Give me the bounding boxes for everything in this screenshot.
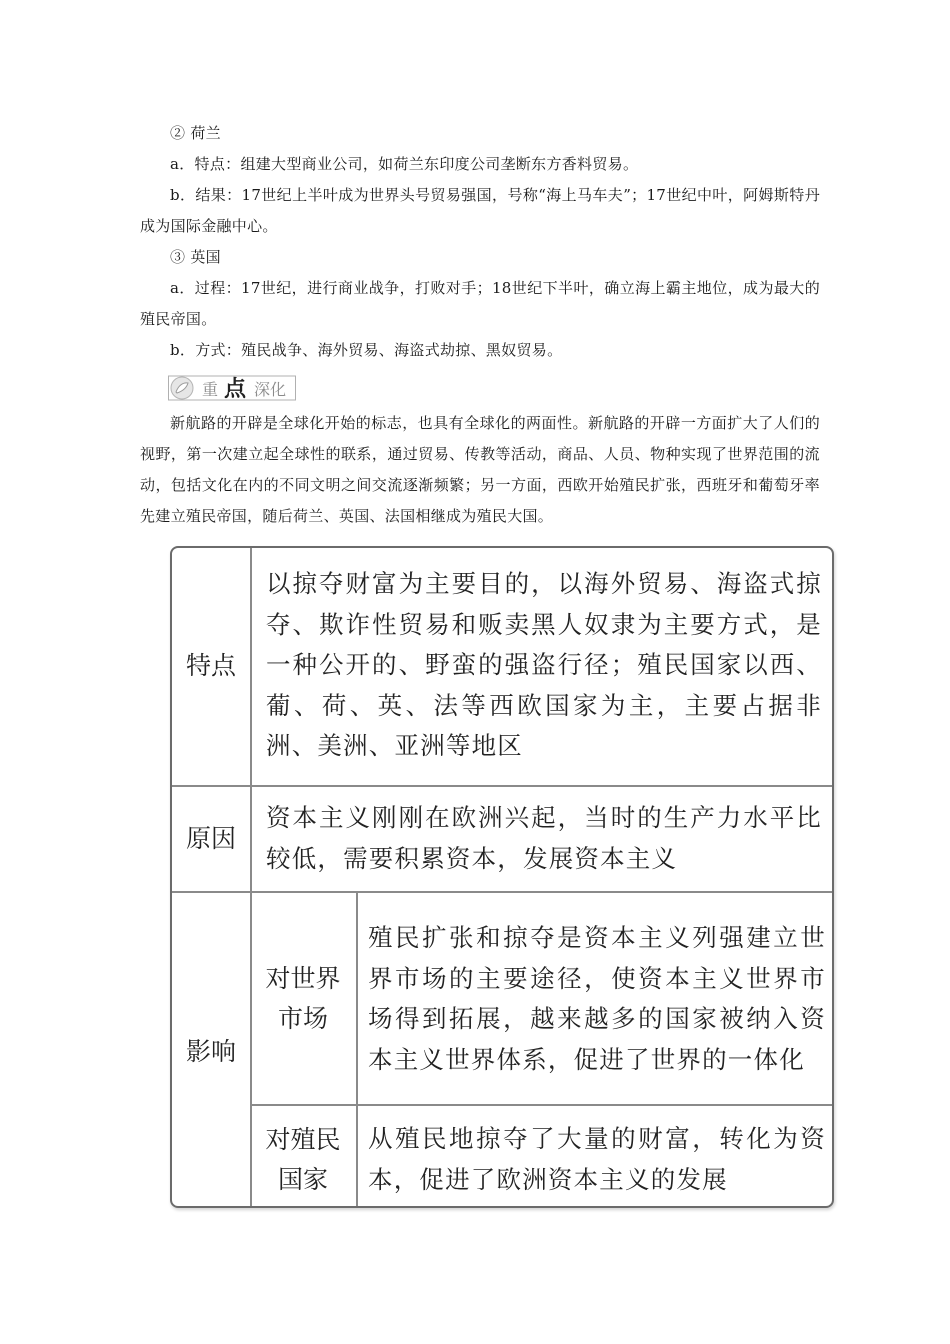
impact-label: 影响	[185, 1037, 236, 1066]
key-point-badge	[168, 374, 296, 402]
grid-line	[251, 1104, 834, 1106]
britain-methods: b．方式：殖民战争、海外贸易、海盗式劫掠、黑奴贸易。	[170, 341, 563, 359]
features-text: 以掠夺财富为主要目的，以海外贸易、海盗式掠夺、欺诈性贸易和贩卖黑人奴隶为主要方式，是一种公开的、野蛮的强盗行径；殖民国家以西、葡、荷、英、法等西欧国家为主，主要占据非洲、美洲、亚洲等地区	[266, 569, 822, 761]
impact-colonial-text: 从殖民地掠夺了大量的财富，转化为资本，促进了欧洲资本主义的发展	[368, 1124, 826, 1194]
heading-britain: ③ 英国	[170, 248, 221, 266]
impact-world-label: 对世界市场	[265, 964, 341, 1033]
grid-line	[356, 892, 358, 1208]
document-body	[140, 118, 820, 532]
netherlands-results: b．结果：17世纪上半叶成为世界头号贸易强国，号称“海上马车夫”；17世纪中叶，阿姆斯特丹成为国际金融中心。	[140, 186, 820, 235]
badge-char-shenhua: 深化	[254, 380, 287, 399]
impact-colonial-label: 对殖民国家	[265, 1125, 341, 1194]
netherlands-features: a．特点：组建大型商业公司，如荷兰东印度公司垄断东方香料贸易。	[170, 155, 639, 173]
grid-line	[172, 785, 834, 787]
reason-text: 资本主义刚刚在欧洲兴起，当时的生产力水平比较低，需要积累资本，发展资本主义	[266, 803, 822, 873]
heading-netherlands: ② 荷兰	[170, 124, 221, 142]
colonial-expansion-table	[170, 546, 834, 1208]
impact-world-text: 殖民扩张和掠夺是资本主义列强建立世界市场的主要途径，使资本主义世界市场得到拓展，越来越多的国家被纳入资本主义世界体系，促进了世界的一体化	[368, 923, 826, 1074]
grid-line	[250, 548, 252, 1208]
summary-paragraph: 新航路的开辟是全球化开始的标志，也具有全球化的两面性。新航路的开辟一方面扩大了人们的视野，第一次建立起全球性的联系，通过贸易、传教等活动，商品、人员、物种实现了世界范围的流动，包括文化在内的不同文明之间交流逐渐频繁；另一方面，西欧开始殖民扩张，西班牙和葡萄牙率先建立殖民帝国，随后荷兰、英国、法国相继成为殖民大国。	[140, 414, 820, 525]
britain-process: a．过程：17世纪，进行商业战争，打败对手；18世纪下半叶，确立海上霸主地位，成为最大的殖民帝国。	[140, 279, 820, 328]
reason-label: 原因	[185, 824, 236, 853]
badge-char-dian: 点	[224, 377, 247, 402]
features-label: 特点	[185, 651, 236, 680]
grid-line	[172, 891, 834, 893]
badge-char-zhong: 重	[202, 380, 219, 399]
